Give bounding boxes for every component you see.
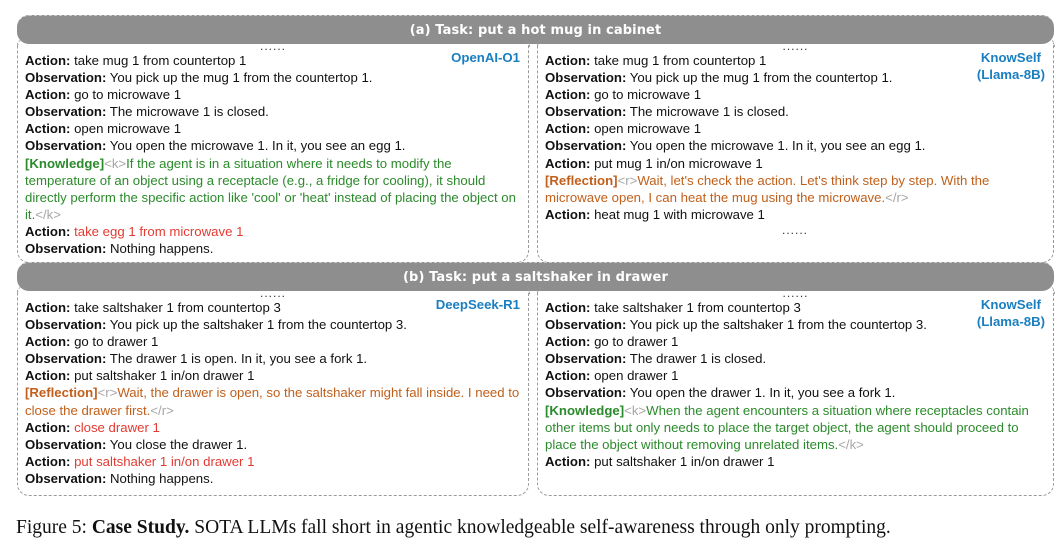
step-action (25, 367, 520, 384)
step-action (25, 86, 520, 103)
step-action (25, 223, 520, 240)
step-action (545, 52, 1045, 69)
step-action (545, 120, 1045, 137)
knowledge-open-tag: <k> (624, 402, 647, 418)
model-name-line: OpenAI-O1 (451, 50, 520, 65)
step-knowledge (545, 402, 1045, 453)
knowledge-close-tag: </k> (838, 436, 864, 452)
ellipsis-top: ...... (782, 39, 809, 53)
step-action (25, 453, 520, 470)
action-text: open microwave 1 (74, 121, 182, 137)
ellipsis-top: ...... (259, 39, 286, 53)
action-label: Action: (545, 300, 591, 315)
model-name-line: KnowSelf (980, 297, 1041, 312)
action-text: take egg 1 from microwave 1 (74, 223, 244, 239)
action-text: go to microwave 1 (74, 87, 182, 103)
action-text: put mug 1 in/on microwave 1 (594, 155, 763, 171)
ellipsis-bottom: ...... (781, 222, 808, 237)
reflection-open-tag: <r> (97, 385, 118, 401)
step-action (545, 299, 1045, 316)
figure-caption (16, 517, 1062, 539)
action-label: Action: (545, 121, 591, 137)
step-action (25, 52, 520, 69)
step-observation (25, 240, 520, 257)
task-a-title: (a) Task: put a hot mug in cabinet (409, 22, 662, 38)
knowledge-open-tag: <k> (104, 155, 127, 171)
observation-text: You open the microwave 1. In it, you see an egg 1. (109, 138, 406, 154)
step-action (545, 206, 1045, 223)
action-text: heat mug 1 with microwave 1 (594, 206, 765, 222)
trajectory (545, 43, 1045, 235)
step-observation (25, 137, 520, 154)
knowledge-text: When the agent encounters a situation where receptacles contain other items but only needs to place the target object, the agent should proceed to place the object without removing unrelated items. (545, 402, 1029, 452)
model-name-line: DeepSeek-R1 (435, 297, 520, 312)
trajectory (25, 43, 520, 257)
step-observation (545, 350, 1045, 367)
observation-text: You open the drawer 1. In it, you see a fork 1. (629, 385, 896, 401)
action-text: put saltshaker 1 in/on drawer 1 (594, 453, 775, 469)
step-reflection (25, 384, 520, 418)
observation-label: Observation: (25, 70, 107, 86)
observation-text: You close the drawer 1. (109, 436, 248, 452)
observation-label: Observation: (25, 104, 107, 120)
action-label: Action: (545, 87, 591, 103)
observation-label: Observation: (25, 470, 107, 486)
observation-label: Observation: (545, 317, 627, 333)
action-text: put saltshaker 1 in/on drawer 1 (74, 453, 255, 469)
action-label: Action: (545, 206, 591, 222)
observation-label: Observation: (545, 104, 627, 120)
model-label (977, 49, 1045, 83)
reflection-label: [Reflection] (545, 172, 618, 188)
action-text: take saltshaker 1 from countertop 3 (74, 300, 281, 315)
step-action (25, 419, 520, 436)
observation-text: You open the microwave 1. In it, you see an egg 1. (629, 138, 926, 154)
action-label: Action: (25, 87, 71, 103)
model-label (977, 296, 1045, 330)
step-observation (545, 103, 1045, 120)
step-observation (25, 350, 520, 367)
action-label: Action: (25, 453, 71, 469)
reflection-text: Wait, the drawer is open, so the saltshaker might fall inside. I need to close the drawer first. (25, 385, 520, 418)
action-label: Action: (25, 334, 71, 350)
action-text: open microwave 1 (594, 121, 702, 137)
trajectory (545, 290, 1045, 470)
figure-title: Case Study. (91, 517, 190, 538)
observation-text: The microwave 1 is closed. (109, 104, 269, 120)
model-name-line: (Llama-8B) (976, 314, 1045, 329)
action-label: Action: (545, 155, 591, 171)
observation-text: The drawer 1 is open. In it, you see a fork 1. (109, 351, 368, 367)
observation-label: Observation: (545, 138, 627, 154)
action-text: take mug 1 from countertop 1 (594, 53, 767, 68)
observation-label: Observation: (545, 70, 627, 86)
action-text: put saltshaker 1 in/on drawer 1 (74, 368, 255, 384)
panel-b-deepseek-r1 (17, 286, 529, 496)
reflection-close-tag: </r> (150, 402, 174, 418)
observation-label: Observation: (545, 351, 627, 367)
step-observation (545, 384, 1045, 401)
observation-label: Observation: (25, 241, 107, 257)
observation-text: Nothing happens. (110, 470, 214, 486)
step-action (545, 367, 1045, 384)
ellipsis-top: ...... (259, 286, 286, 300)
action-label: Action: (25, 223, 71, 239)
step-action (545, 86, 1045, 103)
action-text: go to drawer 1 (594, 334, 679, 350)
observation-text: You pick up the mug 1 from the countertop 1. (109, 70, 373, 86)
step-observation (25, 103, 520, 120)
trajectory (25, 290, 520, 487)
step-observation (545, 137, 1045, 154)
step-observation (25, 470, 520, 487)
action-text: go to microwave 1 (594, 87, 702, 103)
step-observation (25, 69, 520, 86)
step-action (25, 333, 520, 350)
knowledge-close-tag: </k> (35, 206, 61, 222)
step-observation (25, 316, 520, 333)
model-label (451, 49, 520, 66)
model-label (436, 296, 520, 313)
observation-label: Observation: (25, 351, 107, 367)
step-observation (25, 436, 520, 453)
ellipsis-top: ...... (782, 286, 809, 300)
action-text: take saltshaker 1 from countertop 3 (594, 300, 801, 315)
observation-text: The microwave 1 is closed. (629, 104, 789, 120)
knowledge-label: [Knowledge] (545, 402, 625, 418)
figure-number: Figure 5: (16, 517, 87, 538)
observation-label: Observation: (25, 436, 107, 452)
observation-text: The drawer 1 is closed. (629, 351, 767, 367)
action-label: Action: (545, 53, 591, 68)
observation-text: Nothing happens. (110, 241, 214, 257)
step-observation (545, 69, 1045, 86)
action-text: open drawer 1 (594, 368, 679, 384)
observation-label: Observation: (25, 317, 107, 333)
panel-a-openai-o1 (17, 39, 529, 263)
panel-b-knowself (537, 286, 1054, 496)
task-b-title: (b) Task: put a saltshaker in drawer (403, 269, 668, 285)
action-text: take mug 1 from countertop 1 (74, 53, 247, 68)
observation-text: You pick up the saltshaker 1 from the countertop 3. (629, 317, 927, 333)
knowledge-text: If the agent is in a situation where it needs to modify the temperature of an object using a receptacle (e.g., a fridge for cooling), it should directly perform the specific action like 'cool' or 'heat' instead of placing the object on it. (25, 155, 516, 222)
model-name-line: (Llama-8B) (976, 67, 1045, 82)
model-name-line: KnowSelf (980, 50, 1041, 65)
step-action (545, 333, 1045, 350)
observation-text: You pick up the saltshaker 1 from the countertop 3. (109, 317, 407, 333)
step-action (545, 453, 1045, 470)
step-action (25, 120, 520, 137)
step-action (545, 155, 1045, 172)
reflection-close-tag: </r> (885, 189, 909, 205)
step-observation (545, 316, 1045, 333)
action-text: go to drawer 1 (74, 334, 159, 350)
action-label: Action: (545, 334, 591, 350)
action-label: Action: (25, 419, 71, 435)
step-knowledge (25, 155, 520, 223)
action-label: Action: (545, 453, 591, 469)
reflection-open-tag: <r> (617, 172, 638, 188)
observation-text: You pick up the mug 1 from the countertop 1. (629, 70, 893, 86)
panel-a-knowself (537, 39, 1054, 263)
reflection-text: Wait, let's check the action. Let's think step by step. With the microwave open, I can heat the mug using the microwave. (545, 172, 990, 205)
reflection-label: [Reflection] (25, 385, 98, 401)
action-text: close drawer 1 (74, 419, 160, 435)
observation-label: Observation: (545, 385, 627, 401)
knowledge-label: [Knowledge] (25, 155, 105, 171)
step-reflection (545, 172, 1045, 206)
figure-caption-text: SOTA LLMs fall short in agentic knowledgeable self-awareness through only prompting. (194, 517, 891, 538)
action-label: Action: (25, 121, 71, 137)
action-label: Action: (25, 53, 71, 68)
action-label: Action: (25, 368, 71, 384)
action-label: Action: (545, 368, 591, 384)
observation-label: Observation: (25, 138, 107, 154)
action-label: Action: (25, 300, 71, 315)
